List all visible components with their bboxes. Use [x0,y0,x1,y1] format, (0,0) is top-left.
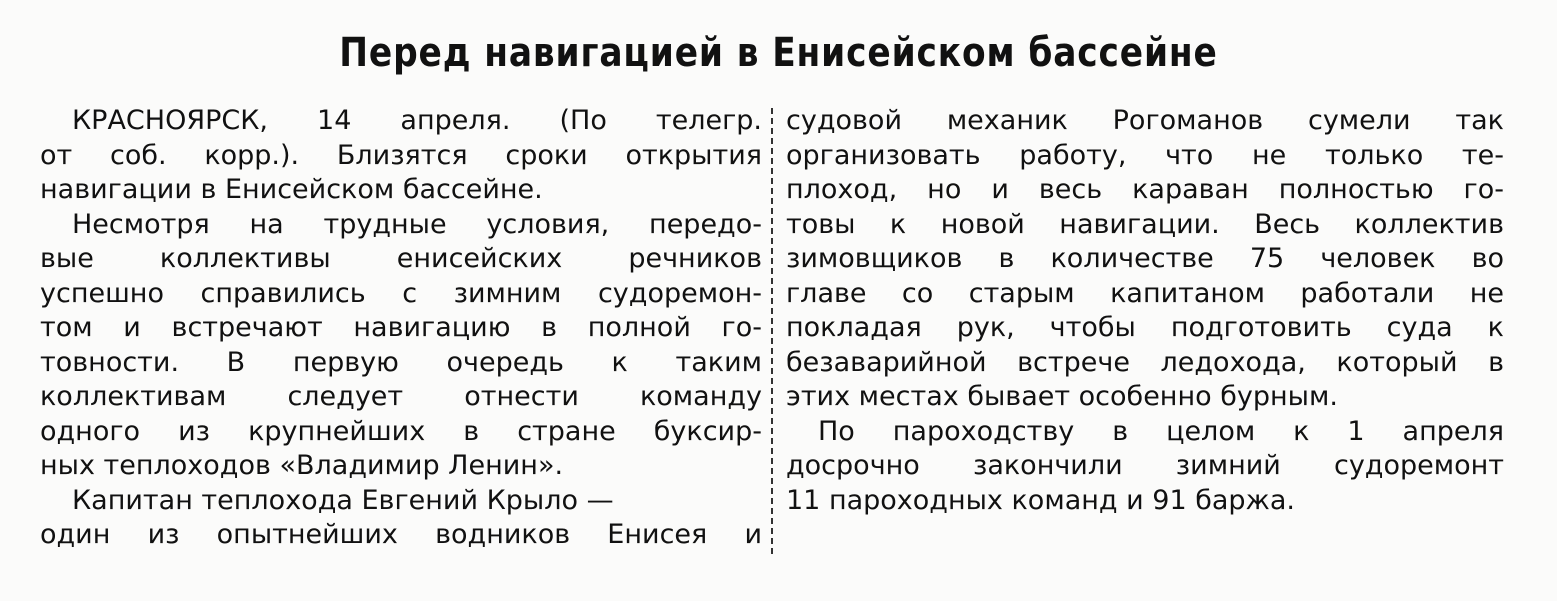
text-line: главе со старым капитаном работали не [786,277,1504,309]
text-line: товности. В первую очередь к таким [40,346,762,378]
text-line: плоход, но и весь караван полностью го- [786,174,1504,205]
text-line: том и встречают навигацию в полной го- [40,312,762,343]
text-line: 11 пароходных команд и 91 баржа. [786,484,1295,516]
text-line: вые коллективы енисейских речников [40,243,762,274]
text-line: зимовщиков в количестве 75 человек во [786,243,1504,274]
text-line: успешно справились с зимним судоремон- [40,277,762,309]
article-column-right [786,104,1504,518]
text-line: Капитан теплохода Евгений Крыло — [72,484,614,516]
article-column-left [40,104,762,553]
text-line: навигации в Енисейском бассейне. [40,174,543,205]
text-line: ных теплоходов «Владимир Ленин». [40,450,564,481]
article-headline: Перед навигацией в Енисейском бассейне [339,30,1218,76]
text-line: досрочно закончили зимний судоремонт [786,450,1504,481]
text-line: КРАСНОЯРСК, 14 апреля. (По телегр. [72,105,762,136]
text-line: организовать работу, что не только те- [786,139,1504,171]
text-line: одного из крупнейших в стране буксир- [40,415,762,447]
text-line: По пароходству в целом к 1 апреля [818,415,1504,447]
text-line: коллективам следует отнести команду [40,381,762,412]
text-line: Несмотря на трудные условия, передо- [72,208,762,240]
text-line: этих местах бывает особенно бурным. [786,381,1338,412]
text-line: покладая рук, чтобы подготовить суда к [786,312,1504,343]
text-line: один из опытнейших водников Енисея и [40,519,762,550]
column-divider [771,108,773,554]
text-line: судовой механик Рогоманов сумели так [786,105,1504,136]
text-line: товы к новой навигации. Весь коллектив [786,208,1504,240]
text-line: от соб. корр.). Близятся сроки открытия [40,139,762,171]
text-line: безаварийной встрече ледохода, который в [786,346,1504,378]
